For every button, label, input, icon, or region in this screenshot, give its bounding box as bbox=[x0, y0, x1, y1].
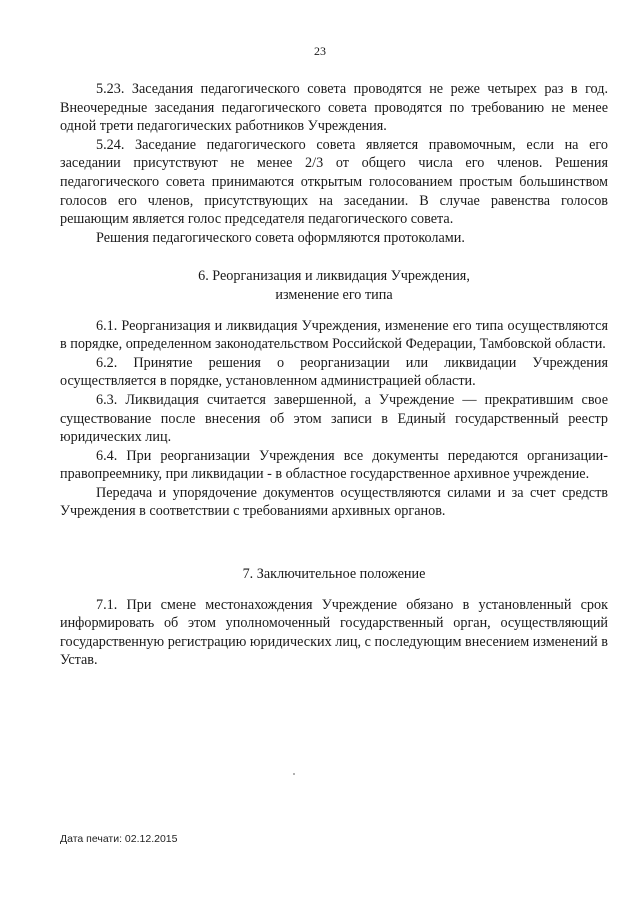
paragraph-6-1: 6.1. Реорганизация и ликвидация Учреждения, изменение его типа осуществляются в порядке, определенном законодательством Российской Федерации, Тамбовской области. bbox=[60, 317, 608, 353]
paragraph-5-23: 5.23. Заседания педагогического совета проводятся не реже четырех раз в год. Внеочередные заседания педагогического совета проводятся по требованию не менее одной трети педагогических работников Учреждения. bbox=[60, 81, 608, 135]
paragraph-6-4: 6.4. При реорганизации Учреждения все документы передаются организации-правопреемнику, при ликвидации - в областное государственное архивное учреждение. bbox=[60, 447, 608, 483]
scan-speck bbox=[293, 773, 295, 775]
section-6-heading-line2: изменение его типа bbox=[275, 286, 393, 303]
paragraph-transfer: Передача и упорядочение документов осуществляются силами и за счет средств Учреждения в соответствии с требованиями архивных органов. bbox=[60, 484, 608, 520]
paragraph-6-3: 6.3. Ликвидация считается завершенной, а Учреждение — прекратившим свое существование после внесения об этом записи в Единый государственный реестр юридических лиц. bbox=[60, 391, 608, 446]
section-6-heading-line1: 6. Реорганизация и ликвидация Учреждения, bbox=[198, 268, 470, 285]
paragraph-protocols: Решения педагогического совета оформляются протоколами. bbox=[96, 229, 465, 246]
section-7-heading: 7. Заключительное положение bbox=[242, 566, 426, 583]
paragraph-6-2: 6.2. Принятие решения о реорганизации или ликвидации Учреждения осуществляется в порядке, установленном администрацией области. bbox=[60, 354, 608, 390]
print-date: Дата печати: 02.12.2015 bbox=[60, 833, 178, 845]
paragraph-7-1: 7.1. При смене местонахождения Учреждение обязано в установленный срок информировать об этом уполномоченный государственный орган, осуществляющий государственную регистрацию юридических лиц, с последующим внесением изменений в Устав. bbox=[60, 596, 608, 669]
paragraph-5-24: 5.24. Заседание педагогического совета является правомочным, если на его заседании присутствуют не менее 2/3 от общего числа его членов. Решения педагогического совета принимаются открытым голосованием простым большинством голосов его членов, присутствующих на заседании. В случае равенства голосов решающим является голос председателя педагогического совета. bbox=[60, 136, 608, 228]
document-body bbox=[60, 80, 608, 670]
page-number: 23 bbox=[314, 44, 326, 58]
